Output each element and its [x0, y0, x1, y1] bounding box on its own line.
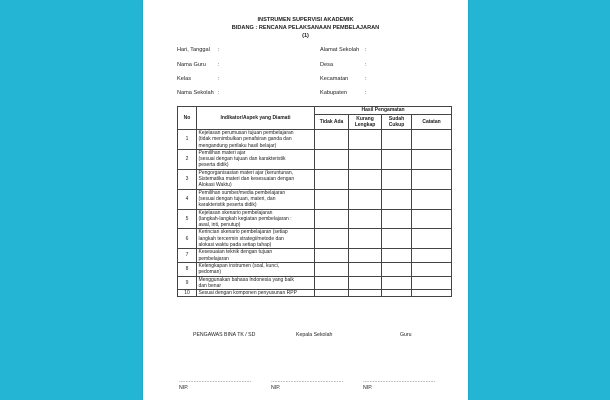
cell-catatan — [412, 262, 452, 276]
colon: : — [218, 90, 220, 96]
cell-sudah-cukup — [382, 189, 412, 209]
cell-tidak-ada — [315, 189, 349, 209]
field-kecamatan: Kecamatan — [320, 76, 349, 82]
indicator-line: awal, inti, penutup) — [198, 222, 241, 229]
row-indicator — [197, 189, 315, 209]
indicator-line: (sesuai dengan tujuan dan karakteristik — [198, 156, 286, 163]
indicator-line: Sistematika materi dan kesesuaian dengan — [198, 176, 295, 183]
cell-tidak-ada — [315, 276, 349, 290]
indicator-line: Kejelasan skenario pembelajaran — [198, 209, 273, 216]
row-indicator — [197, 262, 315, 276]
nip-label: NIP. — [179, 385, 189, 391]
indicator-line: Alokasi Waktu) — [198, 182, 232, 189]
colon: : — [218, 47, 220, 53]
table-row — [178, 149, 452, 169]
colon: : — [218, 76, 220, 82]
cell-kurang-lengkap — [349, 290, 382, 297]
signature-pengawas: PENGAWAS BINA TK / SD — [193, 332, 256, 338]
row-number: 2 — [178, 149, 197, 169]
cell-sudah-cukup — [382, 276, 412, 290]
cell-catatan — [412, 276, 452, 290]
table-row — [178, 130, 452, 150]
indicator-line: Sesuai dengan komponen penyusunan RPP — [198, 290, 297, 297]
field-hari-tanggal: Hari, Tanggal — [177, 47, 210, 53]
nip-label: NIP. — [363, 385, 373, 391]
row-indicator — [197, 290, 315, 297]
cell-sudah-cukup — [382, 169, 412, 189]
doc-number: (1) — [302, 33, 309, 39]
cell-kurang-lengkap — [349, 276, 382, 290]
indicator-line: pedoman) — [198, 269, 222, 276]
header-tidak-ada: Tidak Ada — [315, 115, 349, 130]
doc-title: INSTRUMEN SUPERVISI AKADEMIK — [257, 17, 354, 23]
colon: : — [365, 76, 367, 82]
table-row — [178, 169, 452, 189]
table-row — [178, 189, 452, 209]
row-number: 9 — [178, 276, 197, 290]
indicator-line: mengandung perilaku hasil belajar) — [198, 142, 277, 149]
table-row — [178, 229, 452, 249]
row-number: 5 — [178, 209, 197, 229]
cell-catatan — [412, 209, 452, 229]
cell-sudah-cukup — [382, 130, 412, 150]
signature-guru: Guru — [400, 332, 412, 338]
nip-label: NIP. — [271, 385, 281, 391]
cell-kurang-lengkap — [349, 189, 382, 209]
header-catatan: Catatan — [412, 115, 452, 130]
table-row — [178, 209, 452, 229]
indicator-line: Kelengkapan instrumen (soal, kunci, — [198, 262, 280, 269]
indicator-line: (tidak menimbulkan penafsiran ganda dan — [198, 136, 292, 143]
header-hasil: Hasil Pengamatan — [315, 107, 452, 115]
cell-kurang-lengkap — [349, 209, 382, 229]
field-kabupaten: Kabupaten — [320, 90, 348, 96]
cell-tidak-ada — [315, 209, 349, 229]
table-row — [178, 249, 452, 263]
row-number: 1 — [178, 130, 197, 150]
indicator-line: Kerincian skenario pembelajaran (setiap — [198, 229, 288, 236]
cell-tidak-ada — [315, 149, 349, 169]
header-no: No — [178, 107, 197, 130]
indicator-line: Menggunakan bahasa Indonesia yang baik — [198, 276, 294, 283]
cell-tidak-ada — [315, 290, 349, 297]
field-nama-sekolah: Nama Sekolah — [177, 90, 214, 96]
row-indicator — [197, 249, 315, 263]
cell-catatan — [412, 130, 452, 150]
row-indicator — [197, 229, 315, 249]
cell-tidak-ada — [315, 249, 349, 263]
row-number: 7 — [178, 249, 197, 263]
indicator-line: Kejelasan perumusan tujuan pembelajaran — [198, 130, 294, 136]
indicator-line: alokasi waktu pada setiap tahap) — [198, 242, 272, 249]
row-indicator — [197, 130, 315, 150]
supervision-table — [177, 106, 452, 297]
cell-tidak-ada — [315, 169, 349, 189]
cell-sudah-cukup — [382, 262, 412, 276]
row-number: 8 — [178, 262, 197, 276]
cell-kurang-lengkap — [349, 169, 382, 189]
cell-catatan — [412, 229, 452, 249]
cell-catatan — [412, 149, 452, 169]
signature-line: ……………………………………… — [271, 378, 344, 384]
cell-tidak-ada — [315, 262, 349, 276]
indicator-line: langkah tercermin strategi/metode dan — [198, 235, 284, 242]
field-kelas: Kelas — [177, 76, 191, 82]
header-sudah-cukup: Sudah Cukup — [382, 115, 412, 130]
field-desa: Desa — [320, 62, 334, 68]
row-indicator — [197, 209, 315, 229]
cell-sudah-cukup — [382, 209, 412, 229]
cell-sudah-cukup — [382, 149, 412, 169]
header-kurang-lengkap: Kurang Lengkap — [349, 115, 382, 130]
cell-kurang-lengkap — [349, 229, 382, 249]
cell-kurang-lengkap — [349, 130, 382, 150]
document-page — [143, 0, 468, 400]
signature-line: ……………………………………… — [179, 378, 252, 384]
cell-kurang-lengkap — [349, 249, 382, 263]
row-indicator — [197, 169, 315, 189]
cell-sudah-cukup — [382, 229, 412, 249]
field-nama-guru: Nama Guru — [177, 62, 206, 68]
cell-catatan — [412, 290, 452, 297]
colon: : — [365, 62, 367, 68]
row-indicator — [197, 276, 315, 290]
colon: : — [365, 47, 367, 53]
indicator-line: peserta didik) — [198, 162, 229, 169]
header-indikator: Indikator/Aspek yang Diamati — [197, 107, 315, 130]
cell-kurang-lengkap — [349, 149, 382, 169]
signature-kepala-sekolah: Kepala Sekolah — [296, 332, 333, 338]
colon: : — [218, 62, 220, 68]
indicator-line: Pengorganisasian materi ajar (keruntunan, — [198, 169, 293, 176]
indicator-line: dan benar — [198, 282, 222, 289]
row-number: 4 — [178, 189, 197, 209]
cell-catatan — [412, 249, 452, 263]
signature-line: ……………………………………… — [363, 378, 436, 384]
table-row — [178, 290, 452, 297]
cell-tidak-ada — [315, 130, 349, 150]
cell-catatan — [412, 189, 452, 209]
row-number: 3 — [178, 169, 197, 189]
indicator-line: (sesuai dengan tujuan, materi, dan — [198, 195, 276, 202]
indicator-line: pembelajaran — [198, 255, 229, 262]
indicator-line: karakteristik peserta didik) — [198, 202, 257, 209]
cell-sudah-cukup — [382, 249, 412, 263]
row-number: 6 — [178, 229, 197, 249]
cell-tidak-ada — [315, 229, 349, 249]
doc-subtitle: BIDANG : RENCANA PELAKSANAAN PEMBELAJARAN — [231, 25, 380, 31]
cell-catatan — [412, 169, 452, 189]
indicator-line: Pemilihan sumber/media pembelajaran — [198, 189, 286, 196]
indicator-line: Pemilihan materi ajar — [198, 149, 246, 156]
cell-kurang-lengkap — [349, 262, 382, 276]
field-alamat-sekolah: Alamat Sekolah — [320, 47, 360, 53]
indicator-line: (langkah-langkah kegiatan pembelajaran : — [198, 215, 292, 222]
table-row — [178, 262, 452, 276]
table-row — [178, 276, 452, 290]
row-indicator — [197, 149, 315, 169]
cell-sudah-cukup — [382, 290, 412, 297]
colon: : — [365, 90, 367, 96]
indicator-line: Kesesuaian teknik dengan tujuan — [198, 249, 273, 256]
row-number: 10 — [178, 290, 197, 297]
